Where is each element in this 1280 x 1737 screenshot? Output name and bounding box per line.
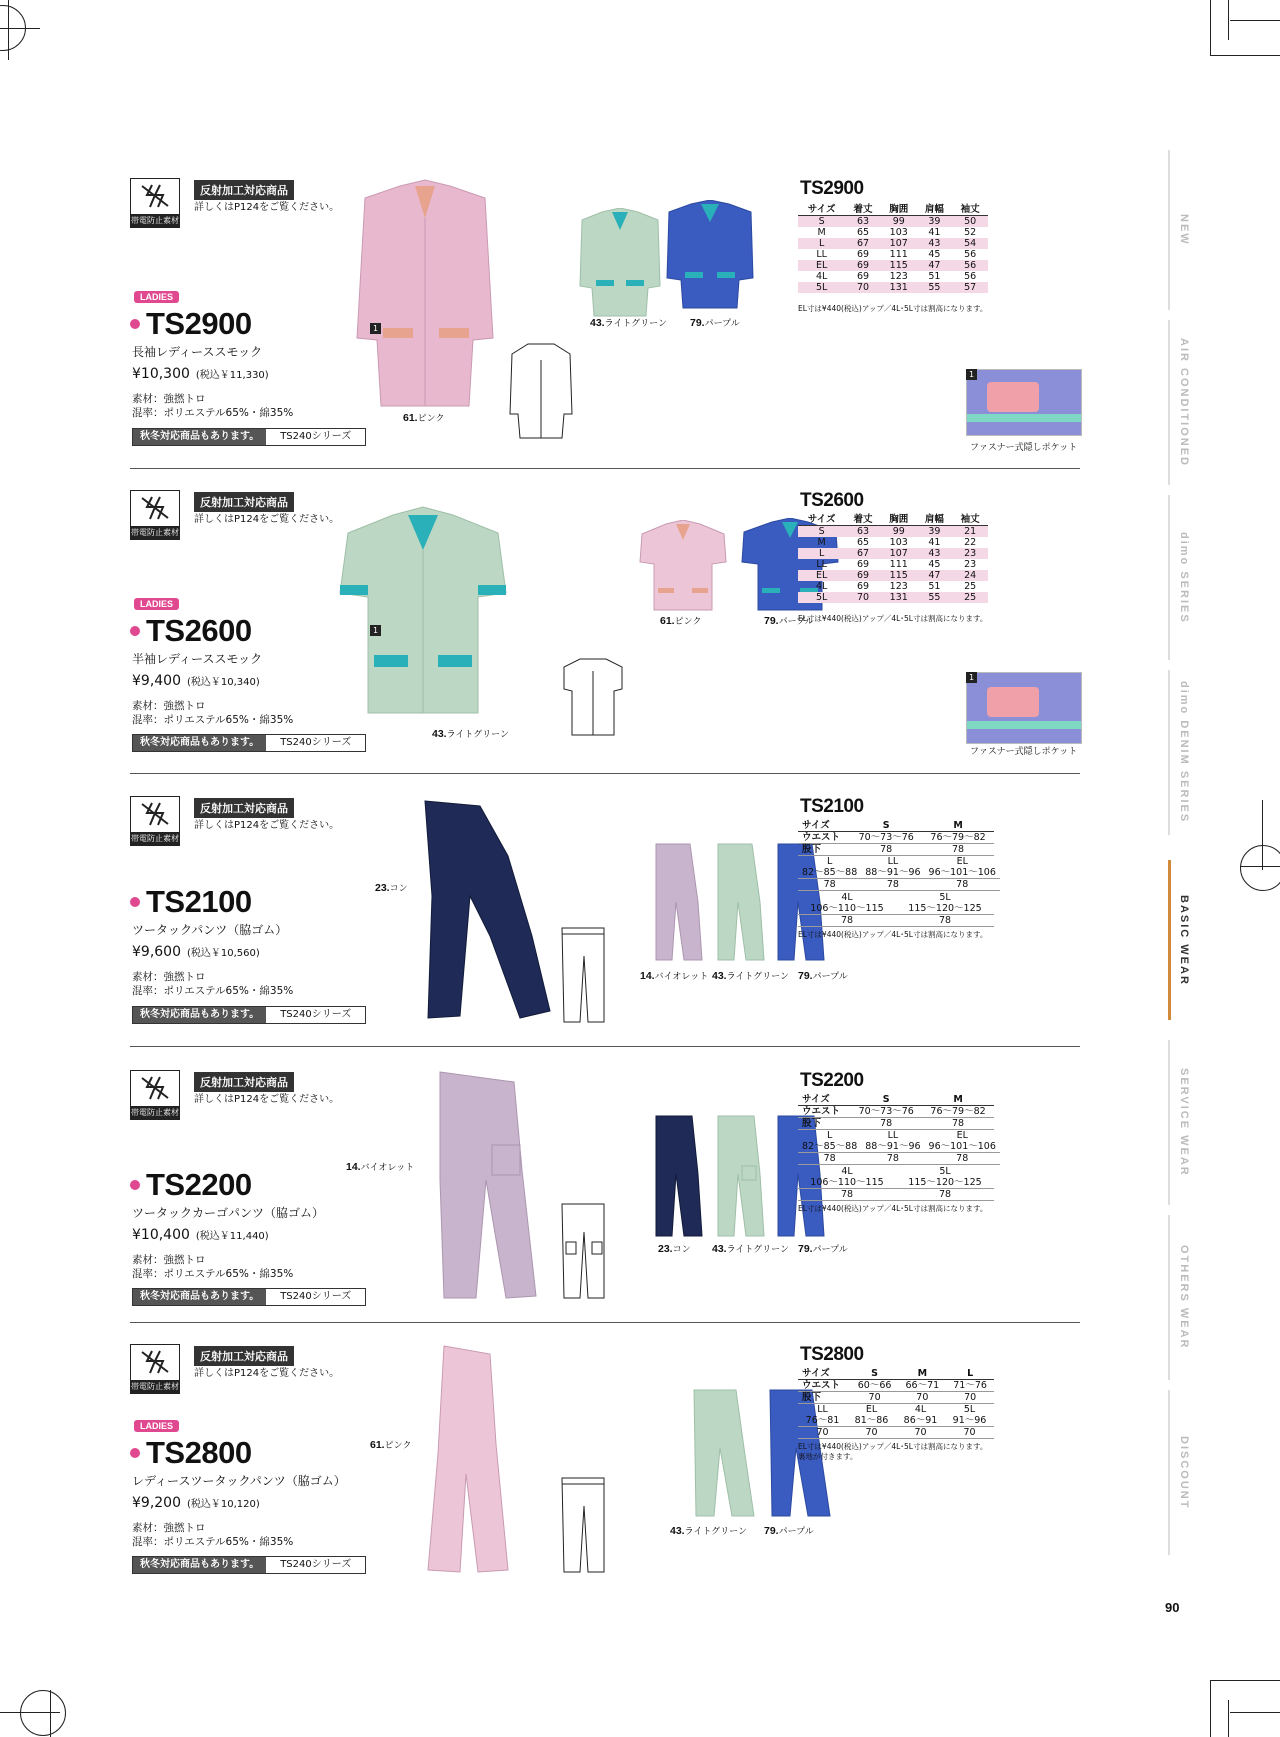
side-nav-air-conditioned[interactable]	[1166, 320, 1202, 485]
table-note: EL寸は¥440(税込)アップ／4L･5L寸は割高になります。	[798, 304, 988, 313]
size-table: サイズ S M ウエスト 70〜73〜76 76〜79〜82 股下 78 78	[798, 1094, 994, 1130]
series-text: TS240シリーズ	[280, 737, 352, 748]
crop-mark	[1210, 55, 1280, 56]
product-code-text: TS2600	[146, 613, 252, 648]
pants-green-cargo-image	[712, 1114, 768, 1238]
pocket-caption: ファスナー式隠しポケット	[970, 443, 1078, 453]
side-nav-label: SERVICE WEAR	[1178, 1068, 1190, 1177]
crop-mark	[1228, 1700, 1229, 1737]
table-title: TS2600	[800, 490, 864, 511]
side-nav-label: OTHERS WEAR	[1178, 1245, 1190, 1350]
table-note: EL寸は¥440(税込)アップ／4L･5L寸は割高になります。	[798, 1204, 988, 1213]
product-spec	[132, 699, 293, 727]
product-spec	[132, 970, 293, 998]
jacket-green-image	[578, 208, 662, 318]
side-nav-others-wear[interactable]	[1166, 1215, 1202, 1380]
registration-mark	[20, 1690, 66, 1736]
antistatic-badge	[130, 1070, 180, 1120]
antistatic-icon	[131, 491, 179, 525]
blend-text: 混率：ポリエステル65%・綿35%	[132, 985, 294, 997]
product-code	[130, 1435, 252, 1471]
page-number: 90	[1165, 1600, 1180, 1615]
jacket-back-sketch	[508, 340, 574, 440]
series-text: TS240シリーズ	[280, 1009, 352, 1020]
antistatic-label: 帯電防止素材	[131, 528, 179, 537]
side-nav-new[interactable]	[1166, 150, 1202, 310]
antistatic-label: 帯電防止素材	[131, 1108, 179, 1117]
table-title: TS2100	[800, 796, 864, 817]
size-table-3: 4L 5L 106〜110〜115 115〜120〜125 78 78	[798, 1166, 994, 1201]
blend-text: 混率：ポリエステル65%・綿35%	[132, 407, 294, 419]
autumn-notice	[132, 1556, 366, 1574]
table-note: EL寸は¥440(税込)アップ／4L･5L寸は割高になります。 裏地が付きます。	[798, 1442, 988, 1461]
product-spec	[132, 1253, 293, 1281]
product-code	[130, 884, 252, 920]
side-nav-label: NEW	[1178, 214, 1190, 246]
antistatic-label: 帯電防止素材	[131, 1382, 179, 1391]
autumn-notice	[132, 1006, 366, 1024]
blend-text: 混率：ポリエステル65%・綿35%	[132, 1268, 294, 1280]
size-table-3: 4L 5L 106〜110〜115 115〜120〜125 78 78	[798, 892, 994, 927]
product-price	[132, 366, 269, 382]
color-caption-1: 61.ピンク	[660, 615, 702, 627]
side-nav-basic-wear[interactable]	[1166, 860, 1202, 1020]
antistatic-icon	[131, 797, 179, 831]
price-tax: (税込￥11,440)	[195, 1231, 269, 1242]
antistatic-icon	[131, 1071, 179, 1105]
antistatic-badge	[130, 178, 180, 228]
color-caption-1: 23.コン	[658, 1243, 691, 1255]
price-value: ¥9,400	[132, 673, 181, 689]
pants-violet-cargo-image	[436, 1070, 546, 1300]
antistatic-badge	[130, 796, 180, 846]
reflect-badge: 反射加工対応商品	[194, 492, 294, 512]
antistatic-icon	[131, 1345, 179, 1379]
product-code-text: TS2200	[146, 1167, 252, 1202]
table-title: TS2900	[800, 178, 864, 199]
product-section-ts2100	[130, 796, 1080, 1046]
size-table: サイズ 着丈 胸囲 肩幅 袖丈 S 63 99 39 50 M 65 103 41 52 L 67 107 43 54 LL 69 111 45 56 EL 69 115 47 56 4L 69 123 51 56 5L 70 131 55 57	[798, 204, 988, 293]
side-nav-discount[interactable]	[1166, 1390, 1202, 1555]
side-nav-label: AIR CONDITIONED	[1178, 338, 1190, 467]
color-caption-main: 61.ピンク	[370, 1439, 412, 1451]
price-value: ¥9,200	[132, 1495, 181, 1511]
reflect-note: 詳しくはP124をご覧ください。	[194, 820, 340, 831]
material-text: 素材：強撚トロ	[132, 1254, 206, 1266]
price-value: ¥9,600	[132, 944, 181, 960]
autumn-text: 秋冬対応商品もあります。	[133, 1557, 266, 1573]
table-title: TS2200	[800, 1070, 864, 1091]
pocket-detail-image	[966, 672, 1082, 744]
pants-navy-cargo-image	[650, 1114, 706, 1238]
jacket-green-short-image	[338, 505, 508, 715]
side-nav-dimo-series[interactable]	[1166, 495, 1202, 660]
pants-navy-image	[420, 796, 560, 1021]
antistatic-badge	[130, 1344, 180, 1394]
reflect-badge: 反射加工対応商品	[194, 180, 294, 200]
color-caption-1: 43.ライトグリーン	[590, 317, 667, 329]
table-title: TS2800	[800, 1344, 864, 1365]
crop-mark	[1210, 0, 1211, 55]
color-caption-main: 23.コン	[375, 882, 408, 894]
price-tax: (税込￥10,560)	[187, 948, 260, 959]
product-code-text: TS2800	[146, 1435, 252, 1470]
price-value: ¥10,300	[132, 366, 190, 382]
autumn-notice	[132, 428, 366, 446]
antistatic-label: 帯電防止素材	[131, 834, 179, 843]
product-price	[132, 944, 260, 960]
price-tax: (税込￥10,340)	[187, 677, 260, 688]
crop-mark	[1230, 20, 1280, 21]
price-value: ¥10,400	[132, 1227, 190, 1243]
product-code-text: TS2900	[146, 306, 252, 341]
bullet-dot	[130, 626, 140, 636]
product-code	[130, 613, 252, 649]
reflect-badge: 反射加工対応商品	[194, 798, 294, 818]
product-name: ツータックパンツ（脇ゴム）	[132, 923, 288, 937]
price-tax: (税込￥10,120)	[187, 1499, 260, 1510]
ladies-badge: LADIES	[134, 1420, 179, 1432]
pants-green-ladies-image	[688, 1388, 758, 1518]
blend-text: 混率：ポリエステル65%・綿35%	[132, 714, 294, 726]
ladies-badge: LADIES	[134, 291, 179, 303]
size-table: サイズ S M L ウエスト 60〜66 66〜71 71〜76 股下 70 70 70	[798, 1368, 994, 1404]
crop-mark	[1210, 1680, 1211, 1737]
bullet-dot	[130, 1180, 140, 1190]
color-caption-main: 14.バイオレット	[346, 1161, 415, 1173]
crop-mark	[1210, 1680, 1280, 1681]
size-table-2: L LL EL 82〜85〜88 88〜91〜96 96〜101〜106 78 78 78	[798, 856, 1000, 891]
pocket-caption: ファスナー式隠しポケット	[970, 747, 1078, 757]
registration-mark	[0, 5, 26, 51]
bullet-dot	[130, 1448, 140, 1458]
autumn-notice	[132, 734, 366, 752]
section-separator	[130, 1322, 1080, 1323]
reflect-badge: 反射加工対応商品	[194, 1346, 294, 1366]
product-name: 半袖レディーススモック	[132, 652, 263, 666]
detail-number: 1	[370, 323, 381, 334]
detail-number: 1	[370, 625, 381, 636]
side-nav-label: DISCOUNT	[1178, 1435, 1190, 1510]
size-table: サイズ 着丈 胸囲 肩幅 袖丈 S 63 99 39 21 M 65 103 41 22 L 67 107 43 23 LL 69 111 45 23 EL 69 115 47 24 4L 69 123 51 25 5L 70 131 55 25	[798, 514, 988, 603]
color-caption-1: 14.バイオレット	[640, 970, 709, 982]
table-note: EL寸は¥440(税込)アップ／4L･5L寸は割高になります。	[798, 614, 988, 623]
product-section-ts2900	[130, 178, 1080, 468]
pants-cargo-sketch	[558, 1202, 608, 1302]
product-name: レディースツータックパンツ（脇ゴム）	[132, 1474, 346, 1488]
product-spec	[132, 1521, 293, 1549]
table-note: EL寸は¥440(税込)アップ／4L･5L寸は割高になります。	[798, 930, 988, 939]
color-caption-2: 43.ライトグリーン	[712, 1243, 789, 1255]
price-tax: (税込￥11,330)	[195, 370, 269, 381]
autumn-text: 秋冬対応商品もあります。	[133, 429, 266, 445]
side-nav-label: BASIC WEAR	[1178, 894, 1190, 986]
side-nav-label: dimo SERIES	[1178, 531, 1190, 624]
product-code	[130, 306, 252, 342]
product-section-ts2800	[130, 1344, 1080, 1604]
product-spec	[132, 392, 293, 420]
product-section-ts2600	[130, 490, 1080, 770]
pants-violet-image	[650, 842, 705, 962]
bullet-dot	[130, 897, 140, 907]
pocket-detail-image	[966, 369, 1082, 436]
pants-pink-image	[420, 1344, 530, 1574]
detail-number: 1	[966, 369, 977, 380]
size-table: サイズ S M ウエスト 70〜73〜76 76〜79〜82 股下 78 78	[798, 820, 994, 856]
side-nav-label: dimo DENIM SERIES	[1178, 681, 1190, 824]
jacket-back-sketch	[562, 655, 624, 737]
reflect-note: 詳しくはP124をご覧ください。	[194, 514, 340, 525]
series-text: TS240シリーズ	[280, 1559, 352, 1570]
antistatic-icon	[131, 179, 179, 213]
jacket-purple-image	[665, 200, 755, 310]
reflect-note: 詳しくはP124をご覧ください。	[194, 202, 340, 213]
detail-number: 1	[966, 672, 977, 683]
product-price	[132, 1227, 269, 1243]
product-code-text: TS2100	[146, 884, 252, 919]
autumn-text: 秋冬対応商品もあります。	[133, 1289, 266, 1305]
antistatic-label: 帯電防止素材	[131, 216, 179, 225]
reflect-badge: 反射加工対応商品	[194, 1072, 294, 1092]
antistatic-badge	[130, 490, 180, 540]
side-nav-dimo-denim[interactable]	[1166, 670, 1202, 835]
crop-mark	[1230, 1712, 1280, 1713]
size-table-2: LL EL 4L 5L 76〜81 81〜86 86〜91 91〜96 70 70 70 70	[798, 1404, 994, 1439]
pants-front-sketch	[558, 926, 608, 1026]
reflect-note: 詳しくはP124をご覧ください。	[194, 1368, 340, 1379]
jacket-pink-short-image	[638, 520, 728, 612]
material-text: 素材：強撚トロ	[132, 1522, 206, 1534]
size-table-2: L LL EL 82〜85〜88 88〜91〜96 96〜101〜106 78 78 78	[798, 1130, 1000, 1165]
color-caption-2: 43.ライトグリーン	[712, 970, 789, 982]
product-name: ツータックカーゴパンツ（脇ゴム）	[132, 1206, 325, 1220]
color-caption-main: 43.ライトグリーン	[432, 728, 509, 740]
material-text: 素材：強撚トロ	[132, 971, 206, 983]
jacket-pink-image	[355, 178, 495, 408]
autumn-notice	[132, 1288, 366, 1306]
color-caption-2: 79.パープル	[690, 317, 740, 329]
reflect-note: 詳しくはP124をご覧ください。	[194, 1094, 340, 1105]
product-price	[132, 1495, 260, 1511]
series-text: TS240シリーズ	[280, 431, 352, 442]
color-caption-3: 79.パープル	[798, 1243, 848, 1255]
color-caption-2: 79.パープル	[764, 615, 814, 627]
blend-text: 混率：ポリエステル65%・綿35%	[132, 1536, 294, 1548]
color-caption-3: 79.パープル	[798, 970, 848, 982]
autumn-text: 秋冬対応商品もあります。	[133, 735, 266, 751]
side-nav-service-wear[interactable]	[1166, 1040, 1202, 1205]
pants-green-image	[712, 842, 767, 962]
registration-mark	[1240, 845, 1280, 891]
material-text: 素材：強撚トロ	[132, 700, 206, 712]
crop-mark	[1228, 0, 1229, 40]
product-name: 長袖レディーススモック	[132, 345, 263, 359]
section-separator	[130, 773, 1080, 774]
series-text: TS240シリーズ	[280, 1291, 352, 1302]
material-text: 素材：強撚トロ	[132, 393, 206, 405]
product-code	[130, 1167, 252, 1203]
color-caption-2: 79.パープル	[764, 1525, 814, 1537]
section-separator	[130, 468, 1080, 469]
color-caption-1: 43.ライトグリーン	[670, 1525, 747, 1537]
color-caption-main: 61.ピンク	[403, 412, 445, 424]
ladies-badge: LADIES	[134, 598, 179, 610]
autumn-text: 秋冬対応商品もあります。	[133, 1007, 266, 1023]
product-price	[132, 673, 260, 689]
pants-front-sketch	[558, 1476, 608, 1576]
section-separator	[130, 1046, 1080, 1047]
product-section-ts2200	[130, 1070, 1080, 1320]
bullet-dot	[130, 319, 140, 329]
